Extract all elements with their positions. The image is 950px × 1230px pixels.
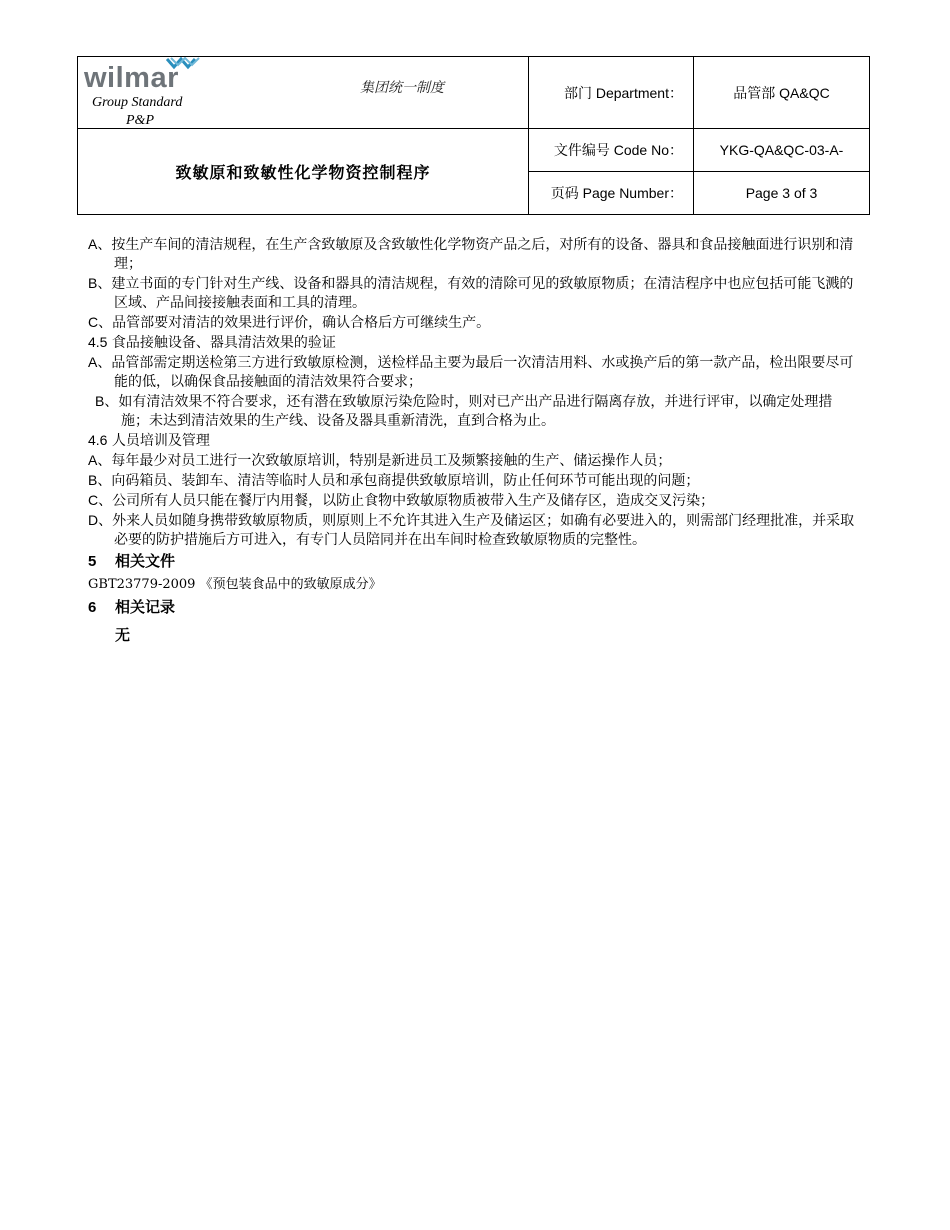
list-item: C、公司所有人员只能在餐厅内用餐，以防止食物中致敏原物质被带入生产及储存区，造成交叉污染； — [88, 492, 715, 509]
related-records-none: 无 — [115, 627, 131, 644]
section-4-5-heading: 4.5 食品接触设备、器具清洁效果的验证 — [88, 334, 336, 351]
logo-group-standard: Group Standard — [92, 95, 183, 110]
list-item: C、品管部要对清洁的效果进行评价，确认合格后方可继续生产。 — [88, 314, 491, 331]
wilmar-logo-mark-icon — [166, 57, 200, 71]
page-number-label: 页码 Page Number： — [529, 172, 694, 215]
logo-slogan: 集团统一制度 — [360, 80, 444, 96]
document-title: 致敏原和致敏性化学物资控制程序 — [78, 129, 529, 215]
section-5-heading: 5 相关文件 — [88, 553, 176, 570]
department-label: 部门 Department： — [529, 57, 694, 129]
section-6-heading: 6 相关记录 — [88, 599, 176, 616]
list-item: A、每年最少对员工进行一次致敏原培训，特别是新进员工及频繁接触的生产、储运操作人员； — [88, 452, 672, 469]
list-item: B、向码箱员、装卸车、清洁等临时人员和承包商提供致敏原培训，防止任何环节可能出现的问题； — [88, 472, 700, 489]
logo-cell — [78, 57, 529, 129]
wilmar-logo: wilmar — [84, 62, 179, 94]
page-number-value: Page 3 of 3 — [694, 172, 870, 215]
document-header-table — [77, 56, 870, 215]
code-label: 文件编号 Code No： — [529, 129, 694, 172]
list-item: D、外来人员如随身携带致敏原物质，则原则上不允许其进入生产及储运区；如确有必要进入的，则需部门经理批准，并采取必要的防护措施后方可进入，有专门人员陪同并在出车间时检查致敏原物质的完整性。 — [88, 512, 855, 548]
list-item: A、按生产车间的清洁规程，在生产含致敏原及含致敏性化学物资产品之后，对所有的设备、器具和食品接触面进行识别和清理； — [88, 236, 854, 272]
section-4-6-heading: 4.6 人员培训及管理 — [88, 432, 210, 449]
list-item: B、如有清洁效果不符合要求，还有潜在致敏原污染危险时，则对已产出产品进行隔离存放，并进行评审，以确定处理措施；未达到清洁效果的生产线、设备及器具重新清洗，直到合格为止。 — [95, 393, 833, 429]
logo-pp: P&P — [126, 113, 154, 128]
related-document-reference: GBT23779-2009 《预包装食品中的致敏原成分》 — [88, 577, 382, 592]
list-item: A、品管部需定期送检第三方进行致敏原检测，送检样品主要为最后一次清洁用料、水或换产后的第一款产品，检出限要尽可能的低，以确保食品接触面的清洁效果符合要求； — [88, 354, 854, 390]
list-item: B、建立书面的专门针对生产线、设备和器具的清洁规程，有效的清除可见的致敏原物质；在清洁程序中也应包括可能飞溅的区域、产品间接接触表面和工具的清理。 — [88, 275, 854, 311]
code-value: YKG-QA&QC-03-A- — [694, 129, 870, 172]
department-value: 品管部 QA&QC — [694, 57, 870, 129]
document-body — [88, 235, 858, 648]
